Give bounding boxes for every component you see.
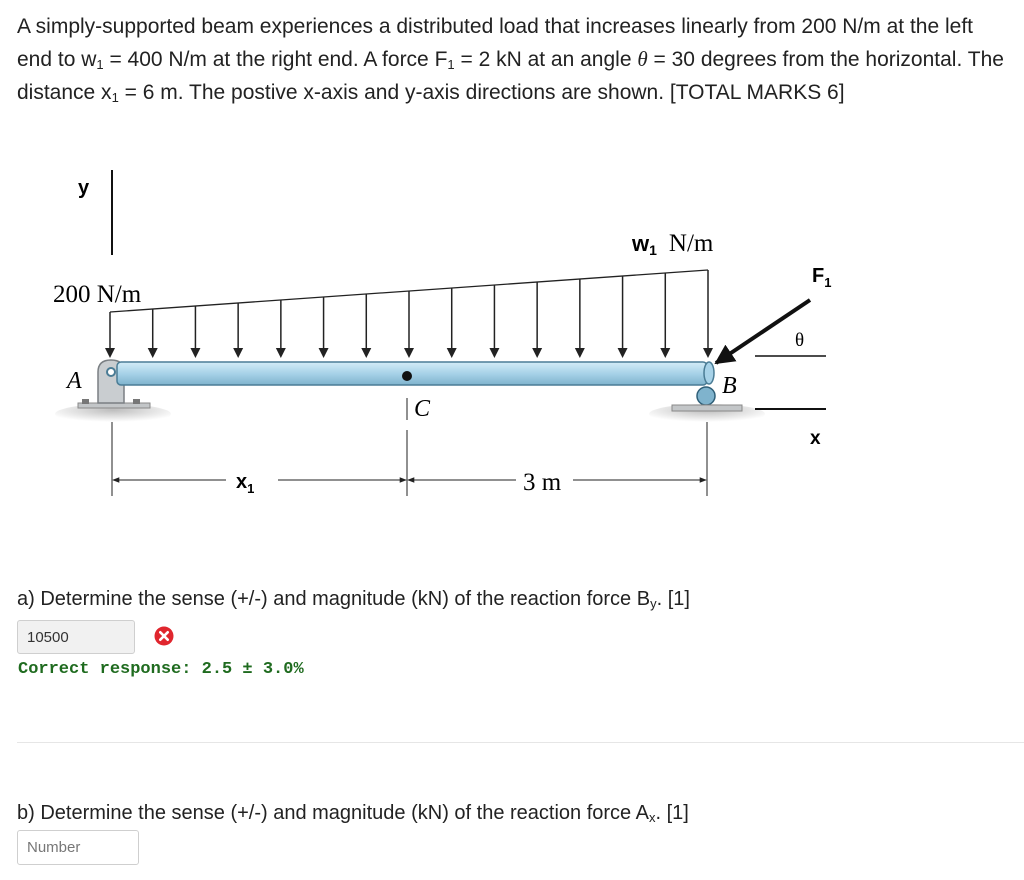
point-c-label: C <box>414 396 431 422</box>
distributed-load <box>105 270 713 358</box>
question-a-text: a) Determine the sense (+/-) and magnitude (kN) of the reaction force $B_y$. [1] <box>17 588 690 611</box>
problem-statement: A simply-supported beam experiences a distributed load that increases linearly from 200 N/m at the left end to $w_1 = 400$ N/m at the right end. A force $F_1 = 2$ kN at an angle θ = 30 degrees from the horizontal. The distance $x_1 = 6$ m. The postive x-axis and y-axis directions are shown. [TOTAL MARKS 6] <box>17 15 1004 105</box>
beam-diagram <box>0 160 1024 510</box>
load-arrow-head <box>575 348 585 358</box>
force-f1 <box>716 265 831 363</box>
force-f1-label: $F_1$ <box>812 265 832 290</box>
y-axis <box>78 170 112 255</box>
beam <box>117 362 707 385</box>
load-arrow-head <box>105 348 115 358</box>
load-arrow-head <box>532 348 542 358</box>
x-axis <box>755 409 826 449</box>
load-arrow-head <box>233 348 243 358</box>
dimension-x1-label: $x_1$ <box>236 471 255 496</box>
load-arrow-head <box>660 348 670 358</box>
x-axis-label: x <box>810 428 821 449</box>
correct-response-text: Correct response: 2.5 ± 3.0% <box>18 660 304 679</box>
wrong-answer-icon <box>154 626 174 646</box>
point-c-marker <box>402 371 412 381</box>
dimension-3m-label: 3 m <box>523 469 562 496</box>
load-arrow-head <box>489 348 499 358</box>
answer-a-input[interactable] <box>17 620 135 654</box>
load-arrows <box>105 270 713 358</box>
load-arrow-head <box>618 348 628 358</box>
left-load-label: 200 N/m <box>53 281 142 308</box>
load-arrow-head <box>190 348 200 358</box>
load-arrow-head <box>361 348 371 358</box>
y-axis-label: y <box>78 177 90 199</box>
load-arrow-head <box>148 348 158 358</box>
load-arrow-head <box>276 348 286 358</box>
right-load-label: w1 N/m <box>632 230 714 258</box>
section-divider <box>17 742 1024 743</box>
support-a-label: A <box>67 368 82 394</box>
dimension-lines <box>112 422 707 496</box>
load-arrow-head <box>447 348 457 358</box>
load-arrow-head <box>404 348 414 358</box>
support-b-label: B <box>722 373 737 399</box>
load-arrow-head <box>703 348 713 358</box>
answer-b-input[interactable] <box>17 830 139 865</box>
load-arrow-head <box>319 348 329 358</box>
question-b-text: b) Determine the sense (+/-) and magnitude (kN) of the reaction force $A_x$. [1] <box>17 802 689 825</box>
angle-theta-label: θ <box>795 330 805 351</box>
